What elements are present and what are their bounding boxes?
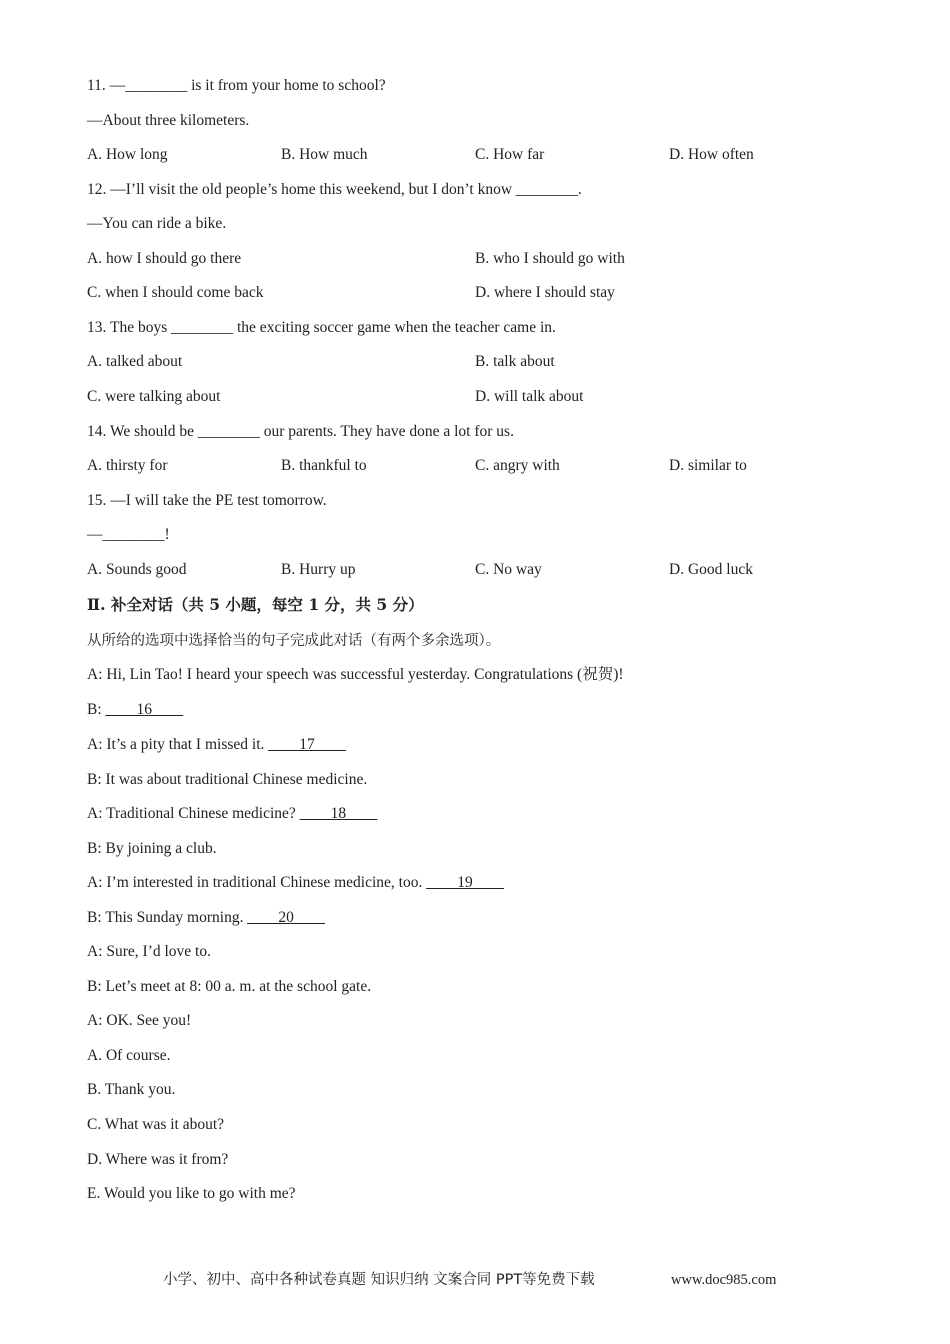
q12-option-c: C. when I should come back: [87, 284, 264, 301]
answer-blank-17: ____17____: [268, 736, 346, 753]
choice-e: E. Would you like to go with me?: [87, 1185, 296, 1202]
choice-c: C. What was it about?: [87, 1116, 225, 1133]
choice-a: A. Of course.: [87, 1047, 171, 1064]
q13-stem: 13. The boys ________ the exciting soccer game when the teacher came in.: [87, 319, 556, 336]
answer-blank-18: ____18____: [299, 805, 378, 822]
footer-url[interactable]: www.doc985.com: [671, 1272, 777, 1288]
answer-blank-16: ____16____: [105, 701, 184, 718]
q15-option-d: D. Good luck: [669, 561, 753, 578]
q13-option-a: A. talked about: [87, 353, 183, 370]
q13-option-c: C. were talking about: [87, 388, 221, 405]
q11-option-b: B. How much: [281, 146, 368, 163]
q14-option-a: A. thirsty for: [87, 457, 168, 474]
q15-stem: 15. —I will take the PE test tomorrow.: [87, 492, 327, 509]
q11-option-a: A. How long: [87, 146, 168, 163]
q14-option-d: D. similar to: [669, 457, 747, 474]
q11-reply: —About three kilometers.: [87, 112, 250, 129]
dialogue-line: B: By joining a club.: [87, 840, 217, 857]
q13-option-b: B. talk about: [475, 353, 555, 370]
section-2-instruction: 从所给的选项中选择恰当的句子完成此对话（有两个多余选项）。: [87, 633, 501, 649]
q12-reply: —You can ride a bike.: [87, 215, 227, 232]
q13-option-d: D. will talk about: [475, 388, 584, 405]
q15-option-a: A. Sounds good: [87, 561, 187, 578]
q12-option-a: A. how I should go there: [87, 250, 242, 267]
q12-option-b: B. who I should go with: [475, 250, 625, 267]
dialogue-line: A: OK. See you!: [87, 1012, 192, 1029]
q11-stem: 11. —________ is it from your home to school?: [87, 77, 386, 94]
q14-option-b: B. thankful to: [281, 457, 367, 474]
answer-blank-20: ____20____: [247, 909, 325, 926]
dialogue-line: B: ____16____: [87, 701, 184, 718]
answer-blank-19: ____19____: [426, 874, 504, 891]
section-2-heading: Ⅱ. 补全对话（共 5 小题，每空 1 分，共 5 分）: [87, 595, 424, 614]
q15-reply: —________!: [87, 526, 170, 543]
choice-b: B. Thank you.: [87, 1081, 176, 1098]
footer-text: 小学、初中、高中各种试卷真题 知识归纳 文案合同 PPT等免费下载: [163, 1272, 595, 1288]
dialogue-line: A: Sure, I’d love to.: [87, 943, 211, 960]
dialogue-line: A: Hi, Lin Tao! I heard your speech was successful yesterday. Congratulations (祝贺)!: [87, 666, 624, 683]
dialogue-line: A: I’m interested in traditional Chinese medicine, too. ____19____: [87, 874, 504, 891]
dialogue-line: A: Traditional Chinese medicine? ____18____: [87, 805, 378, 822]
dialogue-line: B: This Sunday morning. ____20____: [87, 909, 325, 926]
q12-stem: 12. —I’ll visit the old people’s home this weekend, but I don’t know ________.: [87, 181, 582, 198]
q11-option-c: C. How far: [475, 146, 545, 163]
dialogue-line: B: It was about traditional Chinese medicine.: [87, 771, 368, 788]
dialogue-line: B: Let’s meet at 8: 00 a. m. at the school gate.: [87, 978, 372, 995]
choice-d: D. Where was it from?: [87, 1151, 229, 1168]
q15-option-c: C. No way: [475, 561, 542, 578]
q11-option-d: D. How often: [669, 146, 754, 163]
q14-option-c: C. angry with: [475, 457, 560, 474]
dialogue-line: A: It’s a pity that I missed it. ____17____: [87, 736, 346, 753]
q15-option-b: B. Hurry up: [281, 561, 356, 578]
q14-stem: 14. We should be ________ our parents. They have done a lot for us.: [87, 423, 514, 440]
q12-option-d: D. where I should stay: [475, 284, 615, 301]
